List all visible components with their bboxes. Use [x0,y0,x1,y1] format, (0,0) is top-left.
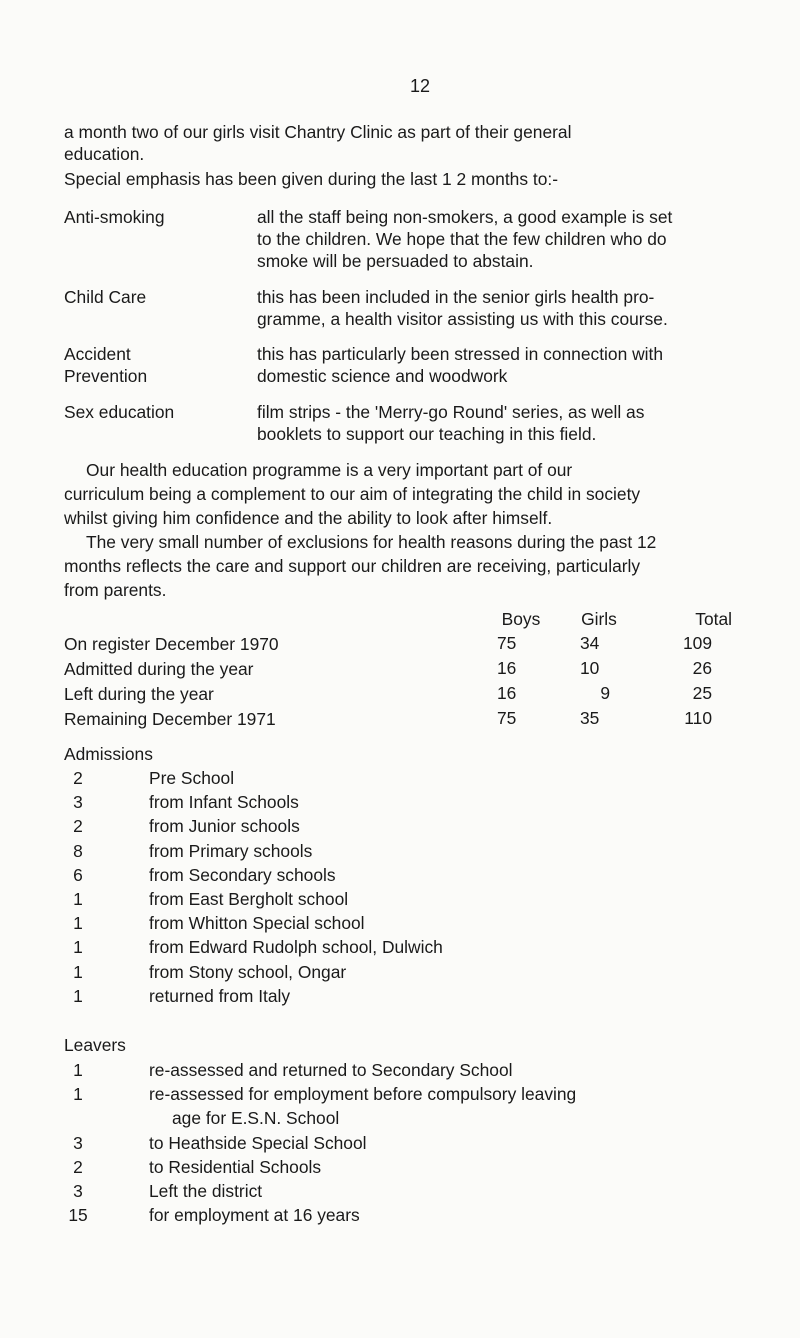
intro-line-1: a month two of our girls visit Chantry Clinic as part of their general [64,122,572,142]
paragraph-1-line-2: curriculum being a complement to our aim of integrating the child in society [64,484,641,504]
leaver-count: 3 [73,1181,83,1201]
leaver-destination: for employment at 16 years [149,1205,360,1226]
table-cell-girls: 10 [580,658,600,678]
admission-source: from Infant Schools [149,792,299,813]
admission-count: 2 [73,816,83,837]
term-line: Prevention [64,366,148,386]
definition-line: film strips - the 'Merry-go Round' series, as well as [257,402,645,422]
leaver-destination: re-assessed and returned to Secondary School [149,1060,513,1080]
table-row-label: Remaining December 1971 [64,709,276,729]
admission-source: from East Bergholt school [149,889,349,909]
admission-source: returned from Italy [149,985,291,1006]
admission-count: 1 [73,961,83,982]
admission-source: from Edward Rudolph school, Dulwich [149,937,443,958]
admission-source: from Secondary schools [149,864,336,885]
definition-line: this has been included in the senior girls health pro- [257,287,655,307]
table-cell-boys: 16 [497,683,517,703]
definition-line: gramme, a health visitor assisting us with this course. [257,309,668,329]
definition-line: booklets to support our teaching in this field. [257,424,597,444]
intro-line-2: education. [64,144,145,164]
leaver-destination: to Heathside Special School [149,1132,367,1153]
table-row-label: Admitted during the year [64,659,254,679]
leaver-destination-continued: age for E.S.N. School [172,1108,340,1129]
page-number: 12 [409,76,431,96]
paragraph-1-line-3: whilst giving him confidence and the ability to look after himself. [64,508,553,528]
definition-line: to the children. We hope that the few children who do [257,229,667,249]
definition-anti-smoking [257,206,757,272]
leaver-count: 1 [73,1060,83,1080]
definition-accident-prevention [257,343,757,387]
paragraph-2-line-3: from parents. [64,580,167,600]
term-accident-prevention [64,343,147,387]
admission-count: 2 [73,768,83,788]
paragraph-1-line-1: Our health education programme is a very important part of our [86,460,573,480]
emphasis-intro: Special emphasis has been given during the last 1 2 months to:- [64,169,558,189]
admission-count: 8 [73,840,83,861]
paragraph-2-line-2: months reflects the care and support our children are receiving, particularly [64,556,641,576]
table-cell-total: 110 [684,708,712,728]
paragraph-2-line-1: The very small number of exclusions for health reasons during the past 12 [86,532,657,552]
leaver-count: 3 [73,1132,83,1153]
definition-sex-education [257,401,757,445]
term-sex-education: Sex education [64,402,175,422]
term-line: Accident [64,344,131,364]
table-cell-total: 25 [692,683,712,703]
table-cell-girls: 34 [580,633,600,653]
admission-count: 3 [73,792,83,813]
admission-count: 6 [73,864,83,885]
table-cell-total: 109 [682,633,712,653]
admission-count: 1 [73,937,83,958]
admission-source: from Whitton Special school [149,913,365,934]
table-row-label: On register December 1970 [64,634,279,654]
leaver-destination: to Residential Schools [149,1156,322,1177]
leaver-count: 15 [68,1205,88,1226]
definition-line: all the staff being non-smokers, a good example is set [257,207,673,227]
table-cell-boys: 75 [497,708,517,728]
admission-source: from Primary schools [149,840,313,861]
admission-source: from Stony school, Ongar [149,961,347,982]
term-child-care: Child Care [64,287,147,307]
table-cell-boys: 75 [497,633,517,653]
table-row-label: Left during the year [64,684,214,704]
table-cell-boys: 16 [497,658,517,678]
admission-source: Pre School [149,768,235,788]
leaver-count: 2 [73,1156,83,1177]
header-total: Total [695,609,732,629]
table-cell-girls: 35 [580,708,600,728]
admission-count: 1 [73,913,83,934]
term-anti-smoking: Anti-smoking [64,207,165,227]
admission-source: from Junior schools [149,816,300,837]
header-girls: Girls [581,609,617,629]
admission-count: 1 [73,985,83,1006]
header-boys: Boys [501,609,541,629]
admission-count: 1 [73,889,83,909]
admissions-heading: Admissions [64,744,153,764]
leavers-heading: Leavers [64,1035,126,1055]
leaver-count: 1 [73,1084,83,1105]
table-cell-girls: 9 [600,683,610,703]
definition-line: this has particularly been stressed in connection with [257,344,663,364]
table-cell-total: 26 [692,658,712,678]
definition-child-care [257,286,757,330]
definition-line: smoke will be persuaded to abstain. [257,251,534,271]
leaver-destination: re-assessed for employment before compulsory leaving [149,1084,577,1105]
leaver-destination: Left the district [149,1181,263,1201]
definition-line: domestic science and woodwork [257,366,508,386]
